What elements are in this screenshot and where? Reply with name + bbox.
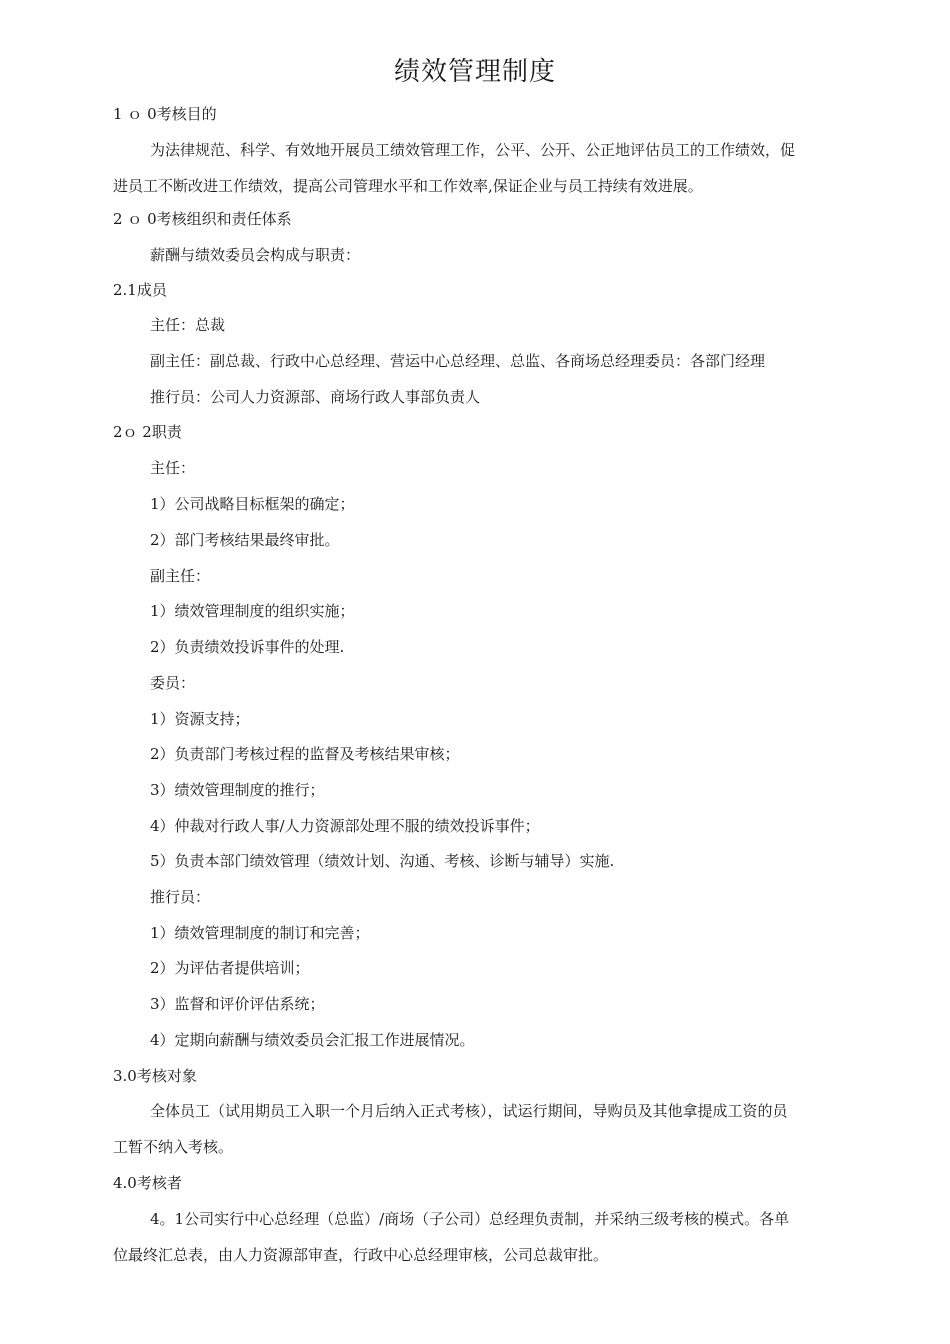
paragraph-line: 主任：总裁 [150, 316, 226, 334]
list-item: 2）部门考核结果最终审批。 [150, 531, 340, 549]
role-label: 委员： [150, 674, 196, 692]
list-item: 2）负责绩效投诉事件的处理. [150, 638, 345, 656]
list-item: 1）公司战略目标框架的确定； [150, 495, 355, 513]
paragraph-line: 进员工不断改进工作绩效，提高公司管理水平和工作效率,保证企业与员工持续有效进展。 [113, 177, 703, 195]
list-item: 1）绩效管理制度的制订和完善； [150, 924, 370, 942]
paragraph-line: 工暂不纳入考核。 [113, 1138, 234, 1156]
list-item: 3）监督和评价评估系统； [150, 995, 325, 1013]
paragraph-line: 推行员：公司人力资源部、商场行政人事部负责人 [150, 388, 481, 406]
list-item: 2）为评估者提供培训； [150, 959, 310, 977]
list-item: 4）定期向薪酬与绩效委员会汇报工作进展情况。 [150, 1031, 475, 1049]
section-heading-3: 3.0考核对象 [113, 1067, 197, 1085]
list-item: 1）资源支持； [150, 710, 250, 728]
list-item: 5）负责本部门绩效管理（绩效计划、沟通、考核、诊断与辅导）实施. [150, 852, 615, 870]
section-heading-2: 2 ｏ 0考核组织和责任体系 [113, 210, 292, 228]
role-label: 副主任： [150, 567, 211, 585]
section-heading-1: 1 ｏ 0考核目的 [113, 105, 217, 123]
document-title: 绩效管理制度 [393, 57, 556, 87]
list-item: 1）绩效管理制度的组织实施； [150, 602, 355, 620]
paragraph-line: 为法律规范、科学、有效地开展员工绩效管理工作，公平、公开、公正地评估员工的工作绩效，促 [150, 141, 796, 159]
paragraph-line: 位最终汇总表，由人力资源部审查，行政中心总经理审核，公司总裁审批。 [113, 1246, 609, 1264]
paragraph-line: 副主任：副总裁、行政中心总经理、营运中心总经理、总监、各商场总经理委员：各部门经理 [150, 352, 766, 370]
subsection-heading-2-2: 2ｏ 2职责 [113, 423, 182, 441]
section-heading-4: 4.0考核者 [113, 1174, 182, 1192]
paragraph-line: 薪酬与绩效委员会构成与职责： [150, 246, 361, 264]
list-item: 2）负责部门考核过程的监督及考核结果审核； [150, 745, 460, 763]
list-item: 3）绩效管理制度的推行； [150, 781, 325, 799]
subsection-heading-2-1: 2.1成员 [113, 281, 167, 299]
paragraph-line: 全体员工（试用期员工入职一个月后纳入正式考核），试运行期间，导购员及其他拿提成工资的员 [150, 1102, 788, 1120]
paragraph-line: 4。1公司实行中心总经理（总监）/商场（子公司）总经理负责制，并采纳三级考核的模式。各单 [150, 1210, 790, 1228]
role-label: 主任： [150, 459, 196, 477]
role-label: 推行员： [150, 888, 211, 906]
list-item: 4）仲裁对行政人事/人力资源部处理不服的绩效投诉事件； [150, 817, 540, 835]
